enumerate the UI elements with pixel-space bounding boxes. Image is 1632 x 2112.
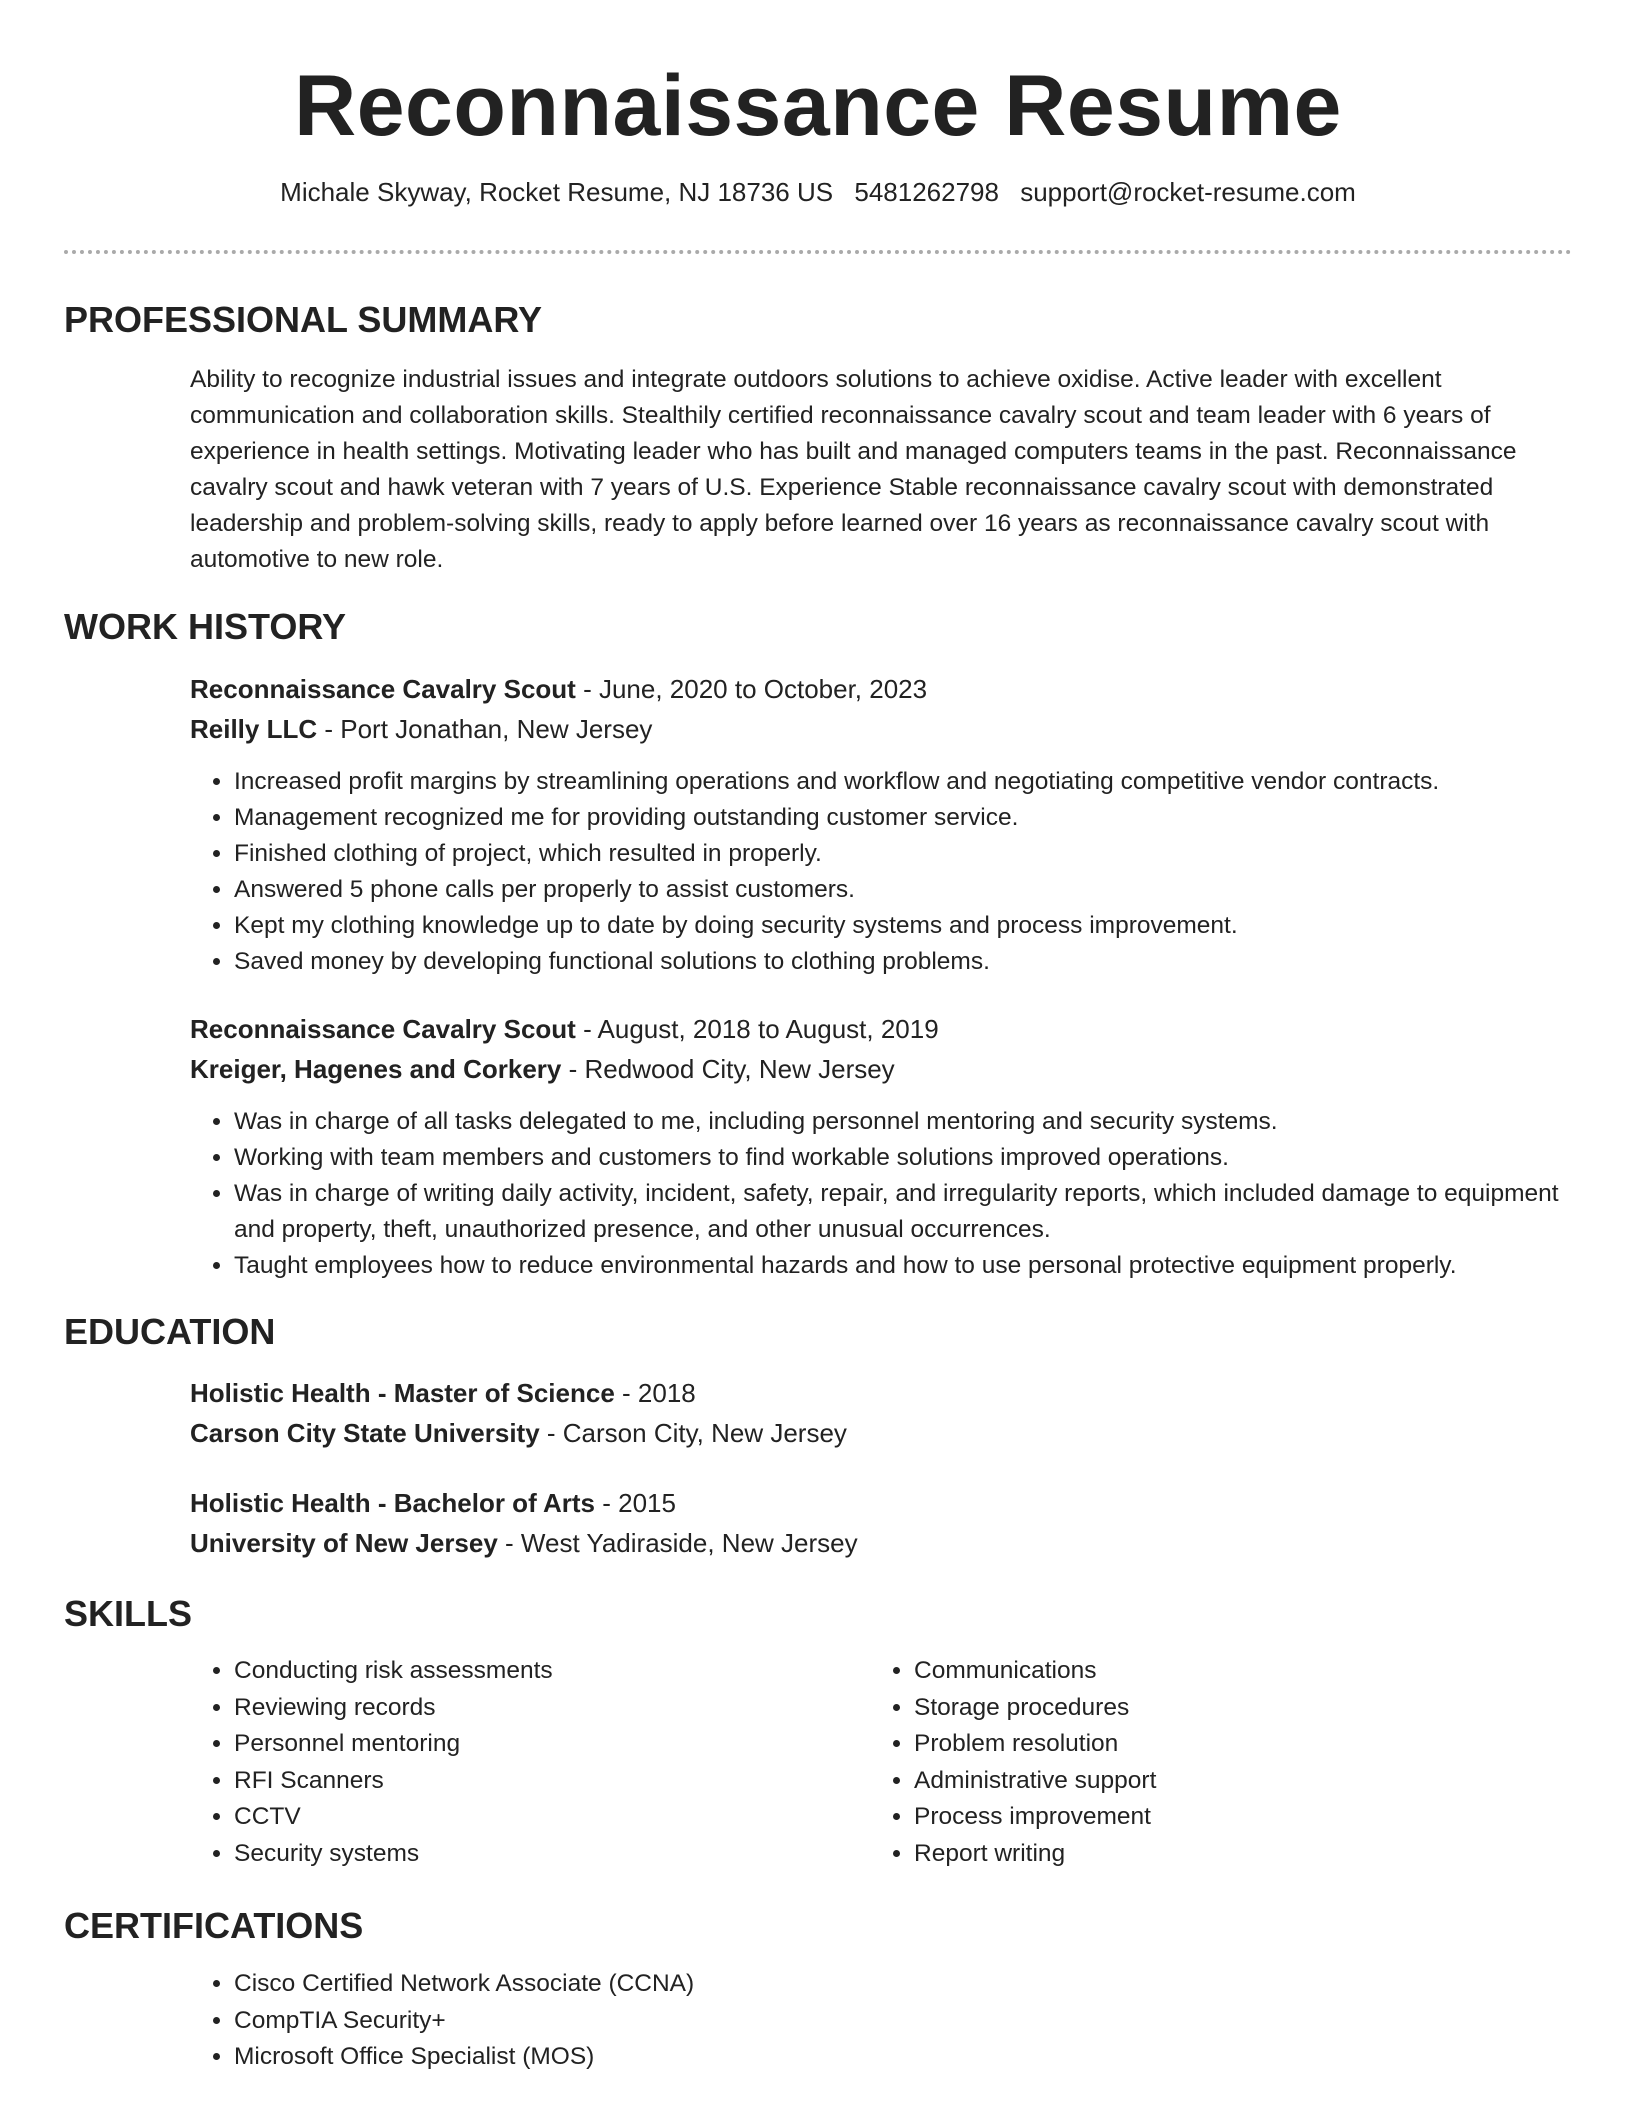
skill-item: • Report writing [914,1836,1514,1873]
education-heading: EDUCATION [64,1311,276,1352]
job-dates: - August, 2018 to August, 2019 [575,1014,939,1044]
contact-address: Michale Skyway, Rocket Resume, NJ 18736 US [280,177,834,207]
summary-text: Ability to recognize industrial issues and integrate outdoors solutions to achieve oxidise. Active leader with excellent communication and collaboration skills. Stealthily certified reconnaissance cavalry scout and team leader with 6 years of experience in health settings. Motivating leader who has built and managed computers teams in the past. Reconnaissance cavalry scout and hawk veteran with 7 years of U.S. Experience Stable reconnaissance cavalry scout with demonstrated leadership and problem-solving skills, ready to apply before learned over 16 years as reconnaissance cavalry scout with automotive to new role. [190,366,1517,573]
education-school: University of New Jersey [190,1528,498,1558]
skill-item: • Problem resolution [914,1726,1514,1763]
job-company-line [190,1052,895,1086]
job-company-line [190,712,652,746]
job-bullets [190,764,1594,980]
job-bullet: • Management recognized me for providing outstanding customer service. [234,800,1594,836]
job-bullet: • Finished clothing of project, which resulted in properly. [234,836,1594,872]
job-bullets [190,1104,1594,1284]
skill-item: • Communications [914,1653,1514,1690]
job-bullet: • Was in charge of all tasks delegated to me, including personnel mentoring and security systems. [234,1104,1594,1140]
education-location: - West Yadiraside, New Jersey [497,1528,858,1558]
education-degree-line [190,1486,676,1520]
job-company: Reilly LLC [190,714,318,744]
education-school-line [190,1416,847,1450]
skills-list-right [870,1653,1514,1872]
certifications-heading: CERTIFICATIONS [64,1905,364,1946]
job-title: Reconnaissance Cavalry Scout [190,674,576,704]
job-location: - Port Jonathan, New Jersey [317,714,653,744]
education-degree-line [190,1376,696,1410]
education-school-line [190,1526,858,1560]
contact-phone: 5481262798 [854,177,999,207]
job-title-line [190,672,927,706]
education-school: Carson City State University [190,1418,540,1448]
resume-title: Reconnaissance Resume [294,58,1342,154]
job-bullet: • Increased profit margins by streamlining operations and workflow and negotiating competitive vendor contracts. [234,764,1594,800]
skill-item: • Process improvement [914,1799,1514,1836]
education-year: - 2015 [595,1488,676,1518]
job-bullet: • Was in charge of writing daily activity, incident, safety, repair, and irregularity reports, which included damage to equipment and property, theft, unauthorized presence, and other unusual occurrences. [234,1176,1594,1248]
job-title-line [190,1012,939,1046]
job-bullet: • Taught employees how to reduce environmental hazards and how to use personal protective equipment properly. [234,1248,1594,1284]
job-location: - Redwood City, New Jersey [561,1054,895,1084]
education-year: - 2018 [614,1378,696,1408]
skill-item: • Personnel mentoring [234,1726,834,1763]
job-company: Kreiger, Hagenes and Corkery [190,1054,562,1084]
skills-list-left [190,1653,834,1872]
skill-item: • Security systems [234,1836,834,1873]
education-degree: Holistic Health - Bachelor of Arts [190,1488,595,1518]
skill-item: • Conducting risk assessments [234,1653,834,1690]
job-title: Reconnaissance Cavalry Scout [190,1014,576,1044]
education-location: - Carson City, New Jersey [539,1418,847,1448]
summary-heading: PROFESSIONAL SUMMARY [64,299,543,340]
skill-item: • CCTV [234,1799,834,1836]
contact-line [64,175,1572,209]
certification-item: • Cisco Certified Network Associate (CCNA) [234,1966,1134,2003]
skill-item: • Storage procedures [914,1690,1514,1727]
job-bullet: • Saved money by developing functional solutions to clothing problems. [234,944,1594,980]
skill-item: • RFI Scanners [234,1763,834,1800]
skill-item: • Reviewing records [234,1690,834,1727]
work-heading: WORK HISTORY [64,606,347,647]
job-bullet: • Answered 5 phone calls per properly to assist customers. [234,872,1594,908]
skill-item: • Administrative support [914,1763,1514,1800]
skills-heading: SKILLS [64,1593,193,1634]
job-dates: - June, 2020 to October, 2023 [575,674,928,704]
certification-item: • Microsoft Office Specialist (MOS) [234,2039,1134,2076]
certifications-list [190,1966,1134,2076]
job-bullet: • Working with team members and customers to find workable solutions improved operations. [234,1140,1594,1176]
certification-item: • CompTIA Security+ [234,2003,1134,2040]
header-divider [64,250,1572,254]
job-bullet: • Kept my clothing knowledge up to date by doing security systems and process improvement. [234,908,1594,944]
contact-email: support@rocket-resume.com [1020,177,1356,207]
resume-page [64,0,1572,2070]
education-degree: Holistic Health - Master of Science [190,1378,615,1408]
